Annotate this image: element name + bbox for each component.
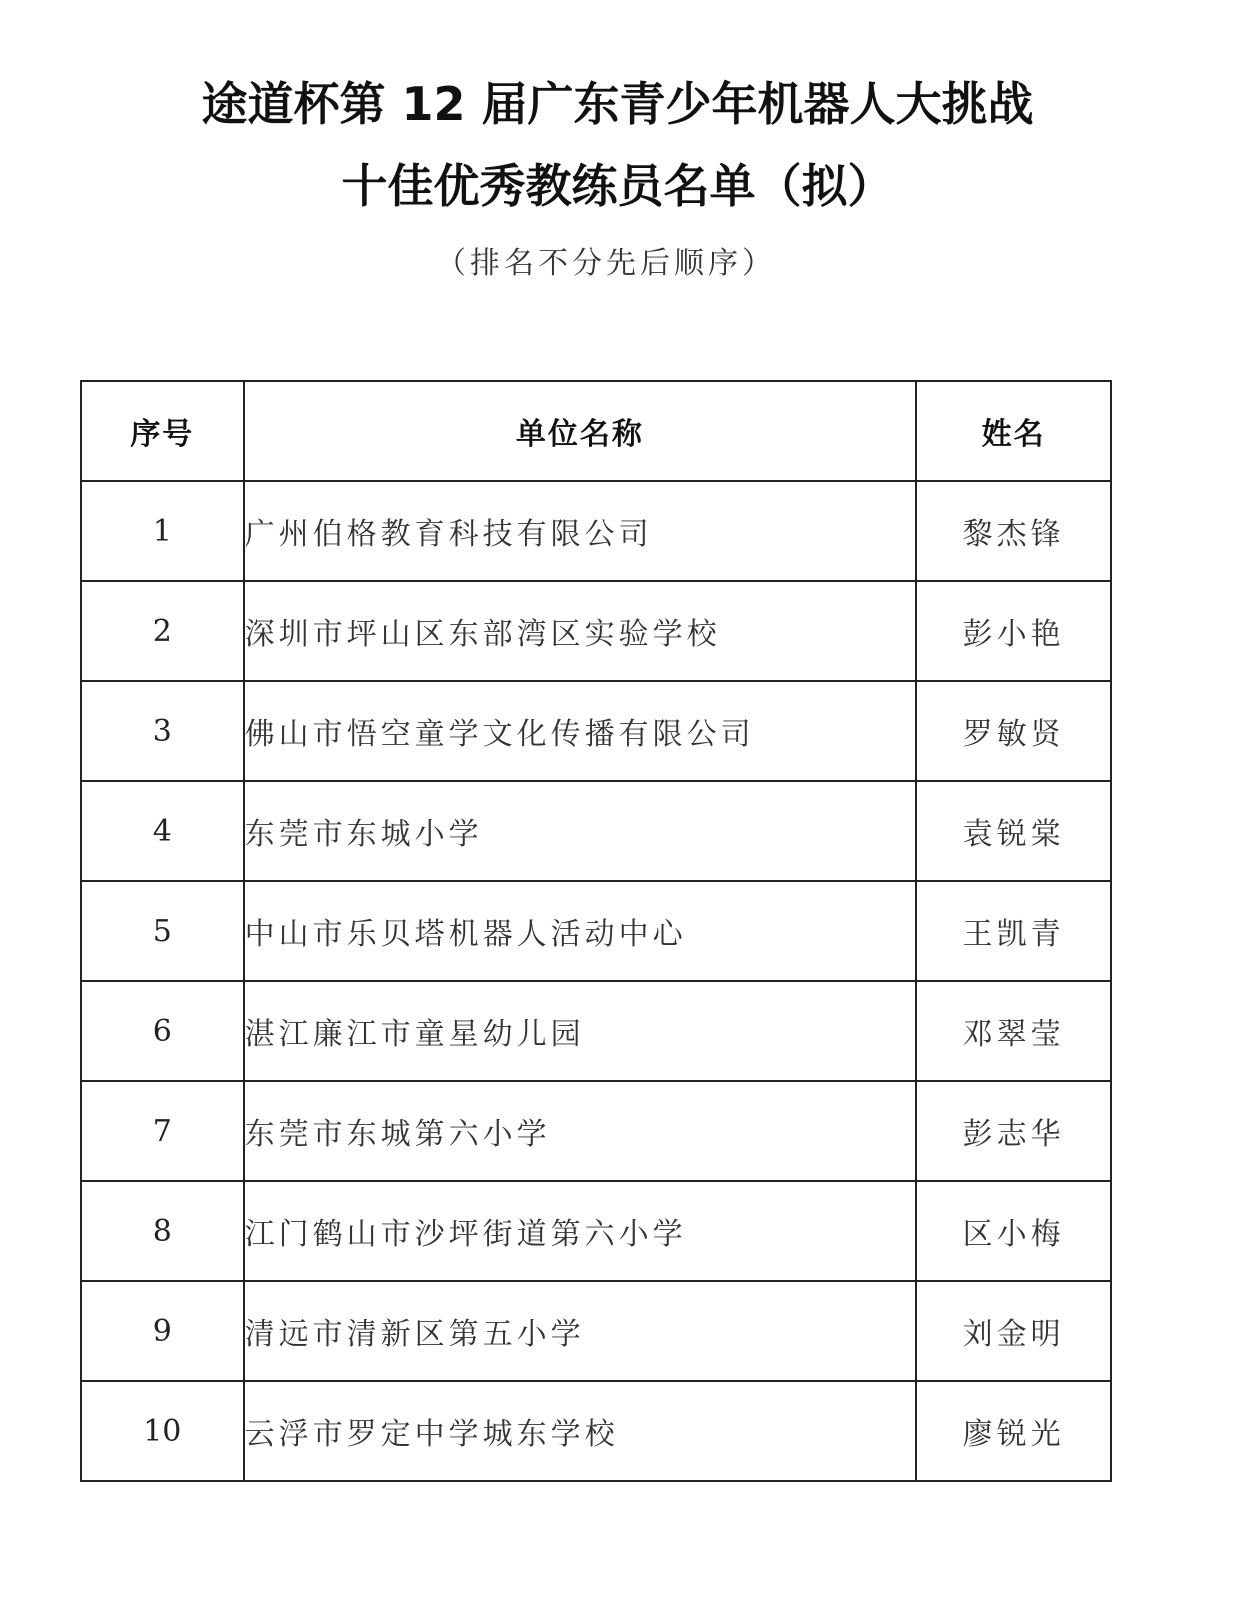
row-person-name: 刘金明 [916,1281,1111,1381]
row-person-name: 袁锐棠 [916,781,1111,881]
table-row [81,1381,1111,1481]
row-unit-name: 江门鹤山市沙坪街道第六小学 [244,1181,917,1281]
page-title-line-2: 十佳优秀教练员名单（拟） [341,159,894,213]
row-serial-number: 9 [81,1281,244,1381]
row-person-name: 区小梅 [916,1181,1111,1281]
row-unit-name: 清远市清新区第五小学 [244,1281,917,1381]
table-row [81,681,1111,781]
row-person-name: 邓翠莹 [916,981,1111,1081]
coach-list-table [80,380,1112,1482]
row-unit-name: 东莞市东城第六小学 [244,1081,917,1181]
table-row [81,1181,1111,1281]
table-header-row [81,381,1111,481]
row-serial-number: 5 [81,881,244,981]
row-unit-name: 佛山市悟空童学文化传播有限公司 [244,681,917,781]
header-person-name: 姓名 [916,381,1111,481]
row-serial-number: 2 [81,581,244,681]
row-serial-number: 7 [81,1081,244,1181]
table-row [81,781,1111,881]
row-person-name: 黎杰锋 [916,481,1111,581]
row-serial-number: 3 [81,681,244,781]
row-person-name: 王凯青 [916,881,1111,981]
row-person-name: 彭志华 [916,1081,1111,1181]
row-unit-name: 湛江廉江市童星幼儿园 [244,981,917,1081]
page-title-line-1: 途道杯第 12 届广东青少年机器人大挑战 [201,77,1034,131]
row-serial-number: 1 [81,481,244,581]
row-unit-name: 东莞市东城小学 [244,781,917,881]
table-row [81,1081,1111,1181]
row-serial-number: 6 [81,981,244,1081]
header-serial-number: 序号 [81,381,244,481]
table-row [81,981,1111,1081]
header-unit-name: 单位名称 [244,381,917,481]
row-unit-name: 深圳市坪山区东部湾区实验学校 [244,581,917,681]
table-row [81,481,1111,581]
page-subtitle: （排名不分先后顺序） [436,246,776,281]
row-person-name: 彭小艳 [916,581,1111,681]
row-person-name: 廖锐光 [916,1381,1111,1481]
row-person-name: 罗敏贤 [916,681,1111,781]
row-serial-number: 4 [81,781,244,881]
row-unit-name: 广州伯格教育科技有限公司 [244,481,917,581]
row-serial-number: 10 [81,1381,244,1481]
table-row [81,881,1111,981]
row-unit-name: 云浮市罗定中学城东学校 [244,1381,917,1481]
row-serial-number: 8 [81,1181,244,1281]
row-unit-name: 中山市乐贝塔机器人活动中心 [244,881,917,981]
table-row [81,1281,1111,1381]
table-row [81,581,1111,681]
